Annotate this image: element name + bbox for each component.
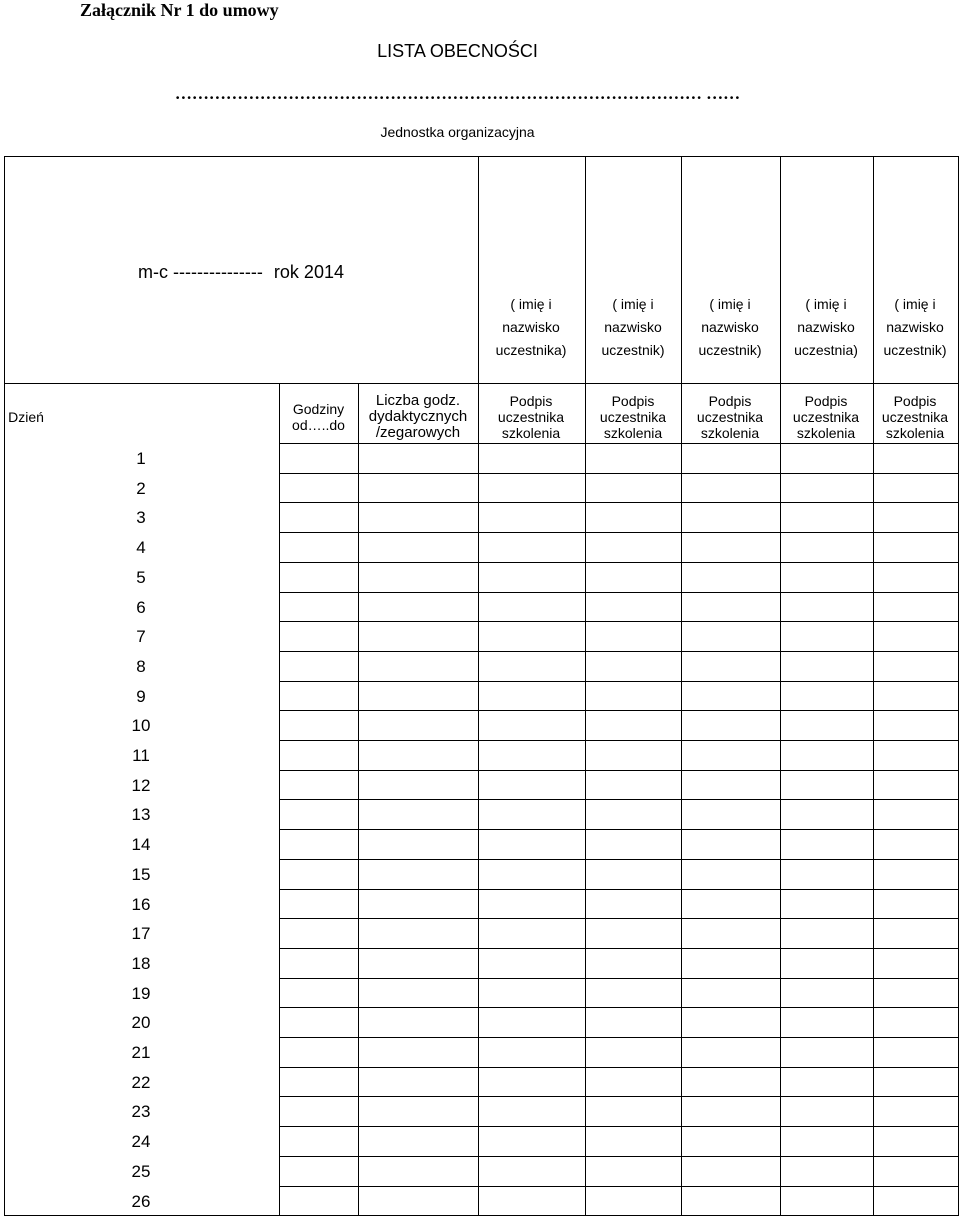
signature-column-header-line: szkolenia [700, 425, 760, 441]
day-number: 26 [131, 1192, 151, 1211]
signature-column-header-line: Podpis [893, 393, 937, 409]
table-border-left [4, 156, 5, 1215]
signature-column-header-line: uczestnika [497, 409, 565, 425]
signature-column-header-line: Podpis [611, 393, 655, 409]
hours-column-header-line: od…..do [292, 417, 345, 433]
row-divider [279, 1007, 958, 1008]
day-number: 23 [131, 1102, 151, 1121]
day-column-header [4, 409, 48, 425]
signature-column-header-line: Podpis [708, 393, 752, 409]
table-border-top [4, 156, 958, 157]
day-number: 4 [136, 538, 146, 557]
day-column-header-line: Dzień [8, 409, 44, 425]
row-divider [279, 1186, 958, 1187]
day-number: 9 [136, 687, 146, 706]
signature-column-header [680, 393, 780, 441]
day-number: 19 [131, 984, 151, 1003]
row-divider [279, 651, 958, 652]
row-divider [279, 829, 958, 830]
day-number: 1 [136, 449, 146, 468]
day-number: 12 [131, 776, 151, 795]
row-divider [279, 443, 958, 444]
annex-label: Załącznik Nr 1 do umowy [80, 0, 279, 20]
row-divider [279, 1156, 958, 1157]
participant-name-line3: uczestnik) [601, 342, 665, 358]
year-label: rok 2014 [273, 262, 344, 282]
participant-name-line1: ( imię i [612, 296, 654, 312]
hours-column-header [279, 401, 358, 433]
hours-count-column-header-line: dydaktycznych [368, 408, 468, 425]
organization-unit-placeholder: ………………………………………………………………………………… …… [174, 84, 741, 103]
row-divider [279, 889, 958, 890]
hours-count-column-header-line: Liczba godz. [375, 392, 461, 409]
hours-count-column-header-line: /zegarowych [375, 424, 461, 441]
participant-name-header [583, 293, 683, 362]
signature-column-header-line: szkolenia [501, 425, 561, 441]
row-divider [279, 770, 958, 771]
participant-name-line3: uczestnika) [495, 342, 567, 358]
participant-name-header [680, 293, 780, 362]
row-divider [279, 948, 958, 949]
hours-column-header-line: Godziny [292, 401, 345, 417]
day-number: 7 [136, 627, 146, 646]
day-number: 10 [131, 716, 151, 735]
participant-name-line2: nazwisko [604, 319, 662, 335]
participant-name-header [481, 293, 581, 362]
signature-column-header-line: uczestnika [792, 409, 860, 425]
participant-name-line2: nazwisko [797, 319, 855, 335]
row-divider [279, 1096, 958, 1097]
participant-name-line3: uczestnik) [883, 342, 947, 358]
signature-column-header-line: szkolenia [885, 425, 945, 441]
day-number: 16 [131, 895, 151, 914]
participant-name-line3: uczestnik) [698, 342, 762, 358]
hours-count-column-header [358, 393, 478, 441]
organization-unit-label: Jednostka organizacyjna [380, 124, 535, 140]
participant-name-line2: nazwisko [502, 319, 560, 335]
participant-name-header [865, 293, 960, 362]
signature-column-header-line: Podpis [509, 393, 553, 409]
row-divider [279, 799, 958, 800]
column-divider [478, 156, 479, 383]
participant-name-line2: nazwisko [886, 319, 944, 335]
signature-column-header-line: szkolenia [796, 425, 856, 441]
row-divider [279, 473, 958, 474]
signature-column-header-line: szkolenia [603, 425, 663, 441]
month-label: m-c --------------- [138, 262, 263, 282]
day-number: 2 [136, 479, 146, 498]
row-divider [279, 1067, 958, 1068]
signature-column-header [865, 393, 960, 441]
participant-name-line3: uczestnia) [794, 342, 858, 358]
day-number: 11 [132, 746, 150, 765]
day-number: 17 [131, 924, 151, 943]
signature-column-header [481, 393, 581, 441]
participant-name-header [776, 293, 876, 362]
row-divider [279, 740, 958, 741]
row-divider [279, 978, 958, 979]
day-number: 6 [136, 598, 146, 617]
row-divider [279, 621, 958, 622]
participant-name-line1: ( imię i [894, 296, 936, 312]
row-divider [279, 710, 958, 711]
day-number: 22 [131, 1073, 151, 1092]
day-number: 24 [131, 1132, 151, 1151]
signature-column-header [776, 393, 876, 441]
day-number: 21 [131, 1043, 151, 1062]
day-number: 5 [136, 568, 146, 587]
day-number: 20 [131, 1013, 151, 1032]
day-number: 3 [136, 508, 146, 527]
table-border-bottom [4, 1215, 958, 1216]
signature-column-header-line: uczestnika [881, 409, 949, 425]
day-number: 8 [136, 657, 146, 676]
signature-column-header-line: Podpis [804, 393, 848, 409]
row-divider [279, 859, 958, 860]
participant-name-line2: nazwisko [701, 319, 759, 335]
row-divider [279, 918, 958, 919]
day-number: 25 [131, 1162, 151, 1181]
row-divider [279, 532, 958, 533]
day-number: 13 [131, 805, 151, 824]
day-number: 15 [131, 865, 151, 884]
row-divider [279, 1126, 958, 1127]
participant-name-line1: ( imię i [510, 296, 552, 312]
day-number: 18 [131, 954, 151, 973]
section-divider [4, 383, 958, 384]
row-divider [279, 681, 958, 682]
row-divider [279, 502, 958, 503]
participant-name-line1: ( imię i [805, 296, 847, 312]
signature-column-header-line: uczestnika [599, 409, 667, 425]
signature-column-header-line: uczestnika [696, 409, 764, 425]
row-divider [279, 1037, 958, 1038]
row-divider [279, 562, 958, 563]
signature-column-header [583, 393, 683, 441]
row-divider [279, 592, 958, 593]
document-title: LISTA OBECNOŚCI [377, 41, 538, 61]
period-line [138, 262, 344, 283]
day-number: 14 [131, 835, 151, 854]
participant-name-line1: ( imię i [709, 296, 751, 312]
